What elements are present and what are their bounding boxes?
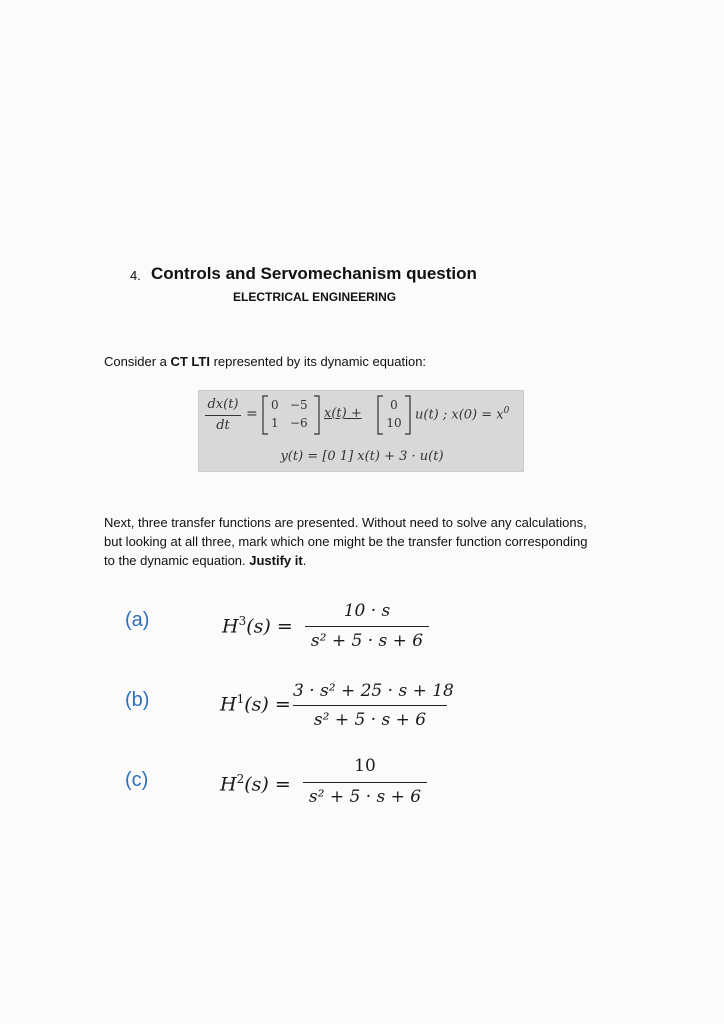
instructions-line-3-prefix: to the dynamic equation. (104, 553, 250, 568)
option-b-h: H (220, 693, 237, 716)
dynamic-equation-box (198, 390, 524, 472)
initial-condition-superscript: 0 (503, 406, 510, 416)
derivative-fraction-line (205, 415, 241, 416)
intro-suffix: represented by its dynamic equation: (209, 354, 427, 369)
matrix-b-1: 0 (390, 398, 398, 412)
option-c-fraction-line (303, 782, 427, 783)
instructions-line-2: but looking at all three, mark which one might be the transfer function corresponding (104, 534, 588, 549)
option-a-superscript: 3 (238, 614, 247, 628)
matrix-a-21: 1 (271, 416, 279, 430)
option-a-label[interactable]: (a) (125, 609, 150, 631)
option-c-numerator: 10 (354, 756, 376, 776)
question-number: 4. (130, 268, 141, 283)
instructions-line-1: Next, three transfer functions are presented. Without need to solve any calculations, (104, 515, 587, 530)
option-a-h: H (222, 615, 239, 638)
instructions-line-3 (104, 551, 664, 570)
option-c-h: H (220, 773, 237, 796)
option-c-argument: (s) = (244, 773, 291, 796)
question-title: Controls and Servomechanism question (151, 264, 477, 283)
input-term (415, 406, 509, 422)
matrix-b (377, 395, 411, 435)
option-b-fraction-line (293, 705, 447, 706)
option-a-argument: (s) = (246, 615, 293, 638)
option-c-label[interactable]: (c) (125, 769, 149, 791)
intro-paragraph (104, 352, 426, 371)
justify-it-emphasis: Justify it (249, 553, 303, 568)
option-a-numerator: 10 · s (343, 601, 391, 621)
option-c-denominator: s² + 5 · s + 6 (308, 787, 422, 807)
option-a-fraction-line (305, 626, 429, 627)
state-term: x(t) + (324, 406, 362, 421)
instructions-paragraph (104, 513, 664, 570)
instructions-line-3-suffix: . (302, 553, 307, 568)
intro-prefix: Consider a (104, 354, 171, 369)
intro-bold: CT LTI (170, 354, 210, 369)
option-a-denominator: s² + 5 · s + 6 (310, 631, 424, 651)
option-b-transfer-function-name (220, 692, 291, 715)
matrix-a-11: 0 (271, 398, 279, 412)
equals-sign: = (246, 406, 258, 422)
option-b-numerator: 3 · s² + 25 · s + 18 (293, 681, 454, 701)
option-b-argument: (s) = (244, 693, 291, 716)
matrix-b-2: 10 (386, 416, 402, 430)
matrix-a-12: −5 (290, 398, 308, 412)
output-equation: y(t) = [0 1] x(t) + 3 · u(t) (280, 449, 444, 464)
derivative-numerator: dx(t) (207, 397, 239, 412)
input-term-text: u(t) ; x(0) = x (415, 407, 504, 423)
derivative-denominator: dt (216, 418, 230, 433)
option-a-transfer-function-name (222, 614, 293, 637)
matrix-a (262, 395, 320, 435)
option-b-denominator: s² + 5 · s + 6 (313, 710, 427, 730)
option-c-superscript: 2 (236, 772, 245, 786)
question-subject: ELECTRICAL ENGINEERING (233, 290, 397, 304)
option-c-transfer-function-name (220, 772, 291, 795)
option-b-label[interactable]: (b) (125, 689, 150, 711)
matrix-a-22: −6 (290, 416, 308, 430)
option-b-superscript: 1 (236, 692, 245, 706)
